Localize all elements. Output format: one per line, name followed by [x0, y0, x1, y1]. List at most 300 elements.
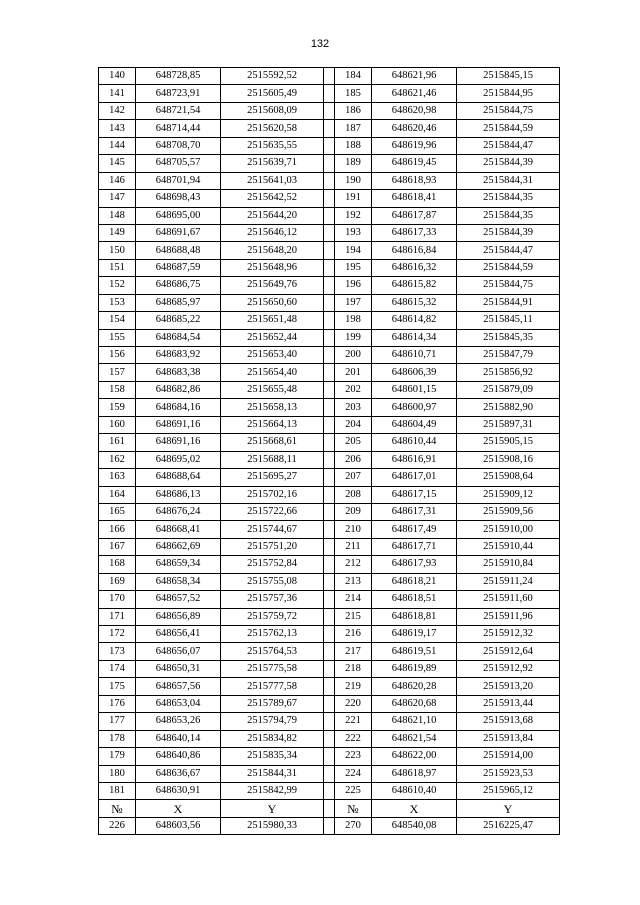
column-gap-cell	[324, 294, 335, 311]
point-number-cell: 157	[99, 364, 136, 381]
x-coordinate-cell: 648708,70	[136, 137, 221, 154]
point-number-cell: 144	[99, 137, 136, 154]
table-row	[99, 695, 560, 712]
point-number-cell: 204	[335, 416, 372, 433]
point-number-cell: 152	[99, 277, 136, 294]
x-coordinate-cell: 648657,56	[136, 678, 221, 695]
y-coordinate-cell: 2515879,09	[457, 381, 560, 398]
table-row	[99, 556, 560, 573]
point-number-cell: 201	[335, 364, 372, 381]
column-gap-cell	[324, 503, 335, 520]
column-gap-cell	[324, 172, 335, 189]
point-number-cell: 196	[335, 277, 372, 294]
x-coordinate-cell: 648621,10	[372, 713, 457, 730]
y-coordinate-cell: 2515688,11	[221, 451, 324, 468]
y-coordinate-cell: 2515764,53	[221, 643, 324, 660]
point-number-cell: 167	[99, 538, 136, 555]
point-number-cell: 168	[99, 556, 136, 573]
y-coordinate-cell: 2515794,79	[221, 713, 324, 730]
x-coordinate-cell: 648619,89	[372, 660, 457, 677]
table-row	[99, 381, 560, 398]
y-coordinate-cell: 2515650,60	[221, 294, 324, 311]
y-coordinate-cell: 2515905,15	[457, 434, 560, 451]
y-coordinate-cell: 2515882,90	[457, 399, 560, 416]
x-coordinate-cell: 648601,15	[372, 381, 457, 398]
x-coordinate-cell: 648615,82	[372, 277, 457, 294]
column-gap-cell	[324, 207, 335, 224]
y-coordinate-cell: 2515913,44	[457, 695, 560, 712]
table-row	[99, 469, 560, 486]
table-row	[99, 503, 560, 520]
point-number-cell: 154	[99, 312, 136, 329]
x-coordinate-cell: 648688,64	[136, 469, 221, 486]
point-number-cell: 213	[335, 573, 372, 590]
y-coordinate-cell: 2515695,27	[221, 469, 324, 486]
point-number-cell: 156	[99, 347, 136, 364]
point-number-cell: 225	[335, 782, 372, 799]
x-coordinate-cell: 648614,34	[372, 329, 457, 346]
y-coordinate-cell: 2515644,20	[221, 207, 324, 224]
y-coordinate-cell: 2515844,47	[457, 137, 560, 154]
column-gap-cell	[324, 155, 335, 172]
table-row	[99, 259, 560, 276]
y-coordinate-cell: 2515702,16	[221, 486, 324, 503]
column-gap-cell	[324, 277, 335, 294]
y-coordinate-cell: 2515641,03	[221, 172, 324, 189]
y-coordinate-cell: 2515913,68	[457, 713, 560, 730]
table-row	[99, 312, 560, 329]
y-coordinate-cell: 2515912,32	[457, 626, 560, 643]
y-coordinate-cell: 2515722,66	[221, 503, 324, 520]
point-number-cell: 155	[99, 329, 136, 346]
column-gap-cell	[324, 416, 335, 433]
y-coordinate-cell: 2515914,00	[457, 748, 560, 765]
y-coordinate-cell: 2515844,59	[457, 259, 560, 276]
y-coordinate-cell: 2515913,20	[457, 678, 560, 695]
y-coordinate-cell: 2515639,71	[221, 155, 324, 172]
x-coordinate-cell: 648695,00	[136, 207, 221, 224]
column-gap-cell	[324, 469, 335, 486]
x-coordinate-cell: 648622,00	[372, 748, 457, 765]
coordinates-table	[98, 67, 560, 835]
x-coordinate-cell: 648603,56	[136, 817, 221, 834]
x-coordinate-cell: 648610,40	[372, 782, 457, 799]
y-coordinate-cell: 2515908,64	[457, 469, 560, 486]
coordinates-table-body	[99, 68, 560, 835]
y-coordinate-cell: 2515911,24	[457, 573, 560, 590]
y-coordinate-cell: 2515668,61	[221, 434, 324, 451]
column-gap-cell	[324, 573, 335, 590]
table-row	[99, 660, 560, 677]
x-coordinate-cell: 648650,31	[136, 660, 221, 677]
point-number-cell: 221	[335, 713, 372, 730]
x-coordinate-cell: 648687,59	[136, 259, 221, 276]
x-coordinate-cell: 648701,94	[136, 172, 221, 189]
point-number-cell: 159	[99, 399, 136, 416]
y-coordinate-cell: 2515844,31	[457, 172, 560, 189]
x-coordinate-cell: 648618,41	[372, 190, 457, 207]
point-number-cell: 191	[335, 190, 372, 207]
x-coordinate-cell: 648618,21	[372, 573, 457, 590]
x-coordinate-cell: 648619,45	[372, 155, 457, 172]
column-gap-cell	[324, 538, 335, 555]
x-coordinate-cell: 648619,96	[372, 137, 457, 154]
point-number-cell: 171	[99, 608, 136, 625]
y-coordinate-cell: 2515608,09	[221, 102, 324, 119]
column-gap-cell	[324, 68, 335, 85]
table-row	[99, 294, 560, 311]
column-gap-cell	[324, 381, 335, 398]
point-number-cell: 160	[99, 416, 136, 433]
y-coordinate-cell: 2515844,91	[457, 294, 560, 311]
x-coordinate-cell: 648617,87	[372, 207, 457, 224]
x-coordinate-cell: 648691,16	[136, 434, 221, 451]
point-number-cell: 178	[99, 730, 136, 747]
x-coordinate-cell: 648656,41	[136, 626, 221, 643]
x-coordinate-cell: 648676,24	[136, 503, 221, 520]
x-coordinate-cell: 648617,71	[372, 538, 457, 555]
column-gap-cell	[324, 678, 335, 695]
column-gap-cell	[324, 748, 335, 765]
y-coordinate-cell: 2515856,92	[457, 364, 560, 381]
x-coordinate-cell: 648620,68	[372, 695, 457, 712]
y-coordinate-cell: 2515648,20	[221, 242, 324, 259]
point-number-cell: 187	[335, 120, 372, 137]
x-coordinate-cell: 648620,28	[372, 678, 457, 695]
x-coordinate-cell: 648621,46	[372, 85, 457, 102]
point-number-cell: 177	[99, 713, 136, 730]
x-coordinate-cell: 648616,32	[372, 259, 457, 276]
x-coordinate-cell: 648630,91	[136, 782, 221, 799]
table-row	[99, 643, 560, 660]
y-coordinate-cell: 2515655,48	[221, 381, 324, 398]
point-number-cell: 164	[99, 486, 136, 503]
table-row	[99, 137, 560, 154]
x-coordinate-cell: 648691,16	[136, 416, 221, 433]
y-coordinate-cell: 2515844,31	[221, 765, 324, 782]
y-coordinate-cell: Y	[221, 800, 324, 817]
x-coordinate-cell: X	[136, 800, 221, 817]
column-gap-cell	[324, 347, 335, 364]
column-gap-cell	[324, 451, 335, 468]
point-number-cell: 181	[99, 782, 136, 799]
x-coordinate-cell: 648686,13	[136, 486, 221, 503]
table-row	[99, 748, 560, 765]
x-coordinate-cell: 648683,92	[136, 347, 221, 364]
x-coordinate-cell: X	[372, 800, 457, 817]
y-coordinate-cell: 2515845,15	[457, 68, 560, 85]
point-number-cell: 199	[335, 329, 372, 346]
point-number-cell: 219	[335, 678, 372, 695]
point-number-cell: 148	[99, 207, 136, 224]
page-number: 132	[310, 38, 330, 50]
x-coordinate-cell: 648610,71	[372, 347, 457, 364]
x-coordinate-cell: 648668,41	[136, 521, 221, 538]
table-row	[99, 277, 560, 294]
x-coordinate-cell: 648714,44	[136, 120, 221, 137]
column-gap-cell	[324, 224, 335, 241]
point-number-cell: 218	[335, 660, 372, 677]
point-number-cell: 150	[99, 242, 136, 259]
column-gap-cell	[324, 242, 335, 259]
y-coordinate-cell: 2515844,35	[457, 190, 560, 207]
y-coordinate-cell: 2515912,64	[457, 643, 560, 660]
column-gap-cell	[324, 190, 335, 207]
column-gap-cell	[324, 399, 335, 416]
table-row	[99, 521, 560, 538]
x-coordinate-cell: 648636,67	[136, 765, 221, 782]
x-coordinate-cell: 648653,04	[136, 695, 221, 712]
y-coordinate-cell: 2515844,47	[457, 242, 560, 259]
point-number-cell: 145	[99, 155, 136, 172]
point-number-cell: 173	[99, 643, 136, 660]
x-coordinate-cell: 648695,02	[136, 451, 221, 468]
table-row	[99, 608, 560, 625]
point-number-cell: 142	[99, 102, 136, 119]
point-number-cell: 186	[335, 102, 372, 119]
x-coordinate-cell: 648620,98	[372, 102, 457, 119]
x-coordinate-cell: 648684,16	[136, 399, 221, 416]
y-coordinate-cell: 2515835,34	[221, 748, 324, 765]
point-number-cell: 193	[335, 224, 372, 241]
y-coordinate-cell: 2515605,49	[221, 85, 324, 102]
x-coordinate-cell: 648617,93	[372, 556, 457, 573]
y-coordinate-cell: 2515908,16	[457, 451, 560, 468]
table-row	[99, 486, 560, 503]
column-gap-cell	[324, 434, 335, 451]
y-coordinate-cell: 2515775,58	[221, 660, 324, 677]
point-number-cell: 200	[335, 347, 372, 364]
y-coordinate-cell: 2515592,52	[221, 68, 324, 85]
table-row	[99, 120, 560, 137]
point-number-cell: 163	[99, 469, 136, 486]
x-coordinate-cell: 648621,54	[372, 730, 457, 747]
y-coordinate-cell: 2516225,47	[457, 817, 560, 834]
point-number-cell: 198	[335, 312, 372, 329]
y-coordinate-cell: 2515751,20	[221, 538, 324, 555]
y-coordinate-cell: 2515654,40	[221, 364, 324, 381]
y-coordinate-cell: 2515664,13	[221, 416, 324, 433]
point-number-cell: 165	[99, 503, 136, 520]
column-gap-cell	[324, 626, 335, 643]
point-number-cell: 188	[335, 137, 372, 154]
x-coordinate-cell: 648656,89	[136, 608, 221, 625]
table-row	[99, 573, 560, 590]
column-gap-cell	[324, 521, 335, 538]
y-coordinate-cell: 2515910,44	[457, 538, 560, 555]
y-coordinate-cell: 2515909,56	[457, 503, 560, 520]
table-row	[99, 713, 560, 730]
point-number-cell: 180	[99, 765, 136, 782]
x-coordinate-cell: 648723,91	[136, 85, 221, 102]
x-coordinate-cell: 648640,14	[136, 730, 221, 747]
y-coordinate-cell: 2515757,36	[221, 591, 324, 608]
column-gap-cell	[324, 591, 335, 608]
point-number-cell: 190	[335, 172, 372, 189]
table-row	[99, 782, 560, 799]
point-number-cell: 226	[99, 817, 136, 834]
point-number-cell: №	[99, 800, 136, 817]
point-number-cell: 161	[99, 434, 136, 451]
x-coordinate-cell: 648619,51	[372, 643, 457, 660]
table-row	[99, 224, 560, 241]
y-coordinate-cell: 2515909,12	[457, 486, 560, 503]
y-coordinate-cell: 2515980,33	[221, 817, 324, 834]
table-row	[99, 190, 560, 207]
column-gap-cell	[324, 556, 335, 573]
y-coordinate-cell: 2515658,13	[221, 399, 324, 416]
y-coordinate-cell: 2515642,52	[221, 190, 324, 207]
point-number-cell: 143	[99, 120, 136, 137]
x-coordinate-cell: 648618,97	[372, 765, 457, 782]
y-coordinate-cell: 2515646,12	[221, 224, 324, 241]
x-coordinate-cell: 648659,34	[136, 556, 221, 573]
point-number-cell: 211	[335, 538, 372, 555]
x-coordinate-cell: 648606,39	[372, 364, 457, 381]
y-coordinate-cell: Y	[457, 800, 560, 817]
y-coordinate-cell: 2515844,75	[457, 277, 560, 294]
table-row	[99, 730, 560, 747]
point-number-cell: 166	[99, 521, 136, 538]
point-number-cell: 170	[99, 591, 136, 608]
point-number-cell: 140	[99, 68, 136, 85]
y-coordinate-cell: 2515777,58	[221, 678, 324, 695]
column-gap-cell	[324, 608, 335, 625]
table-row	[99, 591, 560, 608]
x-coordinate-cell: 648684,54	[136, 329, 221, 346]
column-gap-cell	[324, 329, 335, 346]
x-coordinate-cell: 648657,52	[136, 591, 221, 608]
point-number-cell: 197	[335, 294, 372, 311]
x-coordinate-cell: 648618,51	[372, 591, 457, 608]
x-coordinate-cell: 648640,86	[136, 748, 221, 765]
x-coordinate-cell: 648616,91	[372, 451, 457, 468]
table-row	[99, 329, 560, 346]
x-coordinate-cell: 648656,07	[136, 643, 221, 660]
x-coordinate-cell: 648653,26	[136, 713, 221, 730]
x-coordinate-cell: 648618,81	[372, 608, 457, 625]
x-coordinate-cell: 648615,32	[372, 294, 457, 311]
y-coordinate-cell: 2515845,11	[457, 312, 560, 329]
point-number-cell: 205	[335, 434, 372, 451]
column-gap-cell	[324, 259, 335, 276]
point-number-cell: 151	[99, 259, 136, 276]
point-number-cell: 162	[99, 451, 136, 468]
x-coordinate-cell: 648688,48	[136, 242, 221, 259]
column-gap-cell	[324, 102, 335, 119]
point-number-cell: 208	[335, 486, 372, 503]
point-number-cell: 175	[99, 678, 136, 695]
column-gap-cell	[324, 695, 335, 712]
column-gap-cell	[324, 643, 335, 660]
y-coordinate-cell: 2515842,99	[221, 782, 324, 799]
y-coordinate-cell: 2515844,75	[457, 102, 560, 119]
point-number-cell: 270	[335, 817, 372, 834]
y-coordinate-cell: 2515912,92	[457, 660, 560, 677]
table-row	[99, 626, 560, 643]
point-number-cell: 203	[335, 399, 372, 416]
y-coordinate-cell: 2515762,13	[221, 626, 324, 643]
y-coordinate-cell: 2515653,40	[221, 347, 324, 364]
table-row	[99, 416, 560, 433]
x-coordinate-cell: 648614,82	[372, 312, 457, 329]
point-number-cell: 224	[335, 765, 372, 782]
point-number-cell: 214	[335, 591, 372, 608]
point-number-cell: 146	[99, 172, 136, 189]
y-coordinate-cell: 2515845,35	[457, 329, 560, 346]
y-coordinate-cell: 2515897,31	[457, 416, 560, 433]
point-number-cell: 158	[99, 381, 136, 398]
y-coordinate-cell: 2515910,84	[457, 556, 560, 573]
y-coordinate-cell: 2515910,00	[457, 521, 560, 538]
x-coordinate-cell: 648604,49	[372, 416, 457, 433]
x-coordinate-cell: 648540,08	[372, 817, 457, 834]
x-coordinate-cell: 648685,97	[136, 294, 221, 311]
x-coordinate-cell: 648621,96	[372, 68, 457, 85]
point-number-cell: 222	[335, 730, 372, 747]
point-number-cell: 202	[335, 381, 372, 398]
x-coordinate-cell: 648619,17	[372, 626, 457, 643]
y-coordinate-cell: 2515635,55	[221, 137, 324, 154]
x-coordinate-cell: 648662,69	[136, 538, 221, 555]
y-coordinate-cell: 2515649,76	[221, 277, 324, 294]
point-number-cell: 216	[335, 626, 372, 643]
y-coordinate-cell: 2515789,67	[221, 695, 324, 712]
point-number-cell: 153	[99, 294, 136, 311]
point-number-cell: 184	[335, 68, 372, 85]
table-row	[99, 207, 560, 224]
point-number-cell: 206	[335, 451, 372, 468]
point-number-cell: 194	[335, 242, 372, 259]
point-number-cell: 179	[99, 748, 136, 765]
column-gap-cell	[324, 800, 335, 817]
x-coordinate-cell: 648721,54	[136, 102, 221, 119]
y-coordinate-cell: 2515913,84	[457, 730, 560, 747]
table-header-row	[99, 800, 560, 817]
x-coordinate-cell: 648600,97	[372, 399, 457, 416]
x-coordinate-cell: 648610,44	[372, 434, 457, 451]
column-gap-cell	[324, 730, 335, 747]
table-row	[99, 102, 560, 119]
x-coordinate-cell: 648617,49	[372, 521, 457, 538]
x-coordinate-cell: 648705,57	[136, 155, 221, 172]
column-gap-cell	[324, 486, 335, 503]
y-coordinate-cell: 2515844,35	[457, 207, 560, 224]
point-number-cell: 176	[99, 695, 136, 712]
column-gap-cell	[324, 364, 335, 381]
y-coordinate-cell: 2515755,08	[221, 573, 324, 590]
point-number-cell: 149	[99, 224, 136, 241]
x-coordinate-cell: 648683,38	[136, 364, 221, 381]
point-number-cell: 185	[335, 85, 372, 102]
table-row	[99, 678, 560, 695]
x-coordinate-cell: 648691,67	[136, 224, 221, 241]
x-coordinate-cell: 648617,01	[372, 469, 457, 486]
y-coordinate-cell: 2515911,60	[457, 591, 560, 608]
y-coordinate-cell: 2515744,67	[221, 521, 324, 538]
column-gap-cell	[324, 85, 335, 102]
point-number-cell: 147	[99, 190, 136, 207]
table-row	[99, 347, 560, 364]
y-coordinate-cell: 2515965,12	[457, 782, 560, 799]
x-coordinate-cell: 648617,33	[372, 224, 457, 241]
point-number-cell: 210	[335, 521, 372, 538]
point-number-cell: 215	[335, 608, 372, 625]
x-coordinate-cell: 648682,86	[136, 381, 221, 398]
point-number-cell: 189	[335, 155, 372, 172]
table-row	[99, 817, 560, 834]
x-coordinate-cell: 648617,15	[372, 486, 457, 503]
